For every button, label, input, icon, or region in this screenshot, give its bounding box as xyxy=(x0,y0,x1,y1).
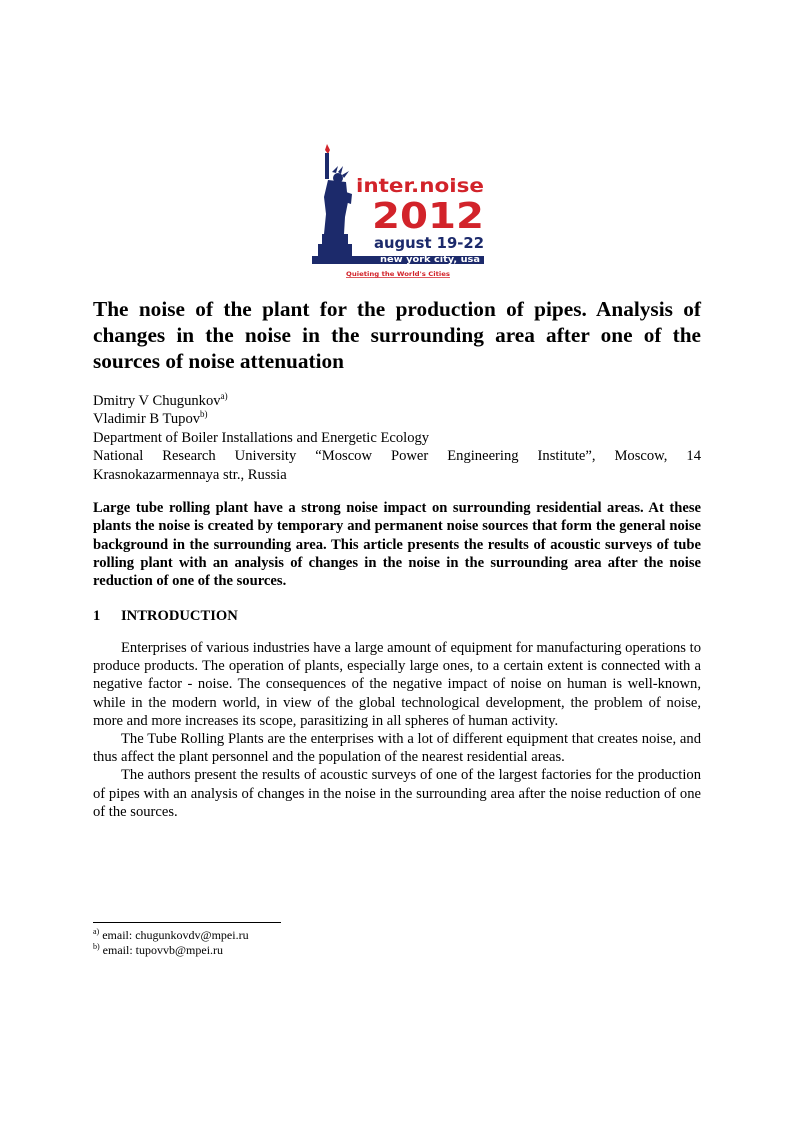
paper-title: The noise of the plant for the production of pipes. Analysis of changes in the noise in the surrounding area after one of the sources of noise attenuation xyxy=(93,297,701,373)
author-footnote-mark: a) xyxy=(220,391,228,401)
footnote-mark: a) xyxy=(93,927,100,936)
logo-tagline: Quieting the World's Cities xyxy=(346,270,451,278)
logo-location: new york city, usa xyxy=(380,255,480,265)
footnote-email[interactable]: email: chugunkovdv@mpei.ru xyxy=(102,928,249,942)
author-line xyxy=(93,392,701,410)
section-number: 1 xyxy=(93,608,101,624)
author-block xyxy=(93,392,701,484)
logo-dates: august 19-22 xyxy=(374,234,484,252)
section-heading xyxy=(93,607,701,625)
author-line xyxy=(93,410,701,428)
footnote-divider xyxy=(93,922,281,923)
body-paragraph: Enterprises of various industries have a large amount of equipment for manufacturing operations to produce products. The operation of plants, especially large ones, to a certain extent is connected with a negative factor - noise. The consequences of the negative impact of noise on human is well-known, while in the modern world, in view of the global technological development, the problem of noise, more and more increases its scope, parasitizing in all spheres of human activity. xyxy=(93,640,701,729)
logo-year: 2012 xyxy=(372,196,484,237)
abstract: Large tube rolling plant have a strong noise impact on surrounding residential areas. At these plants the noise is created by temporary and permanent noise sources that form the general noise background in the surrounding area. This article presents the results of acoustic surveys of tube rolling plant with an analysis of changes in the noise in the surrounding area after the noise reduction of one of the sources. xyxy=(93,500,701,590)
footnote-email[interactable]: email: tupovvb@mpei.ru xyxy=(102,943,224,957)
body-paragraph: The authors present the results of acoustic surveys of one of the largest factories for the production of pipes with an analysis of changes in the noise in the surrounding area after the noise reduction of one of the sources. xyxy=(93,767,701,820)
affiliation-institution: National Research University “Moscow Power Engineering Institute”, Moscow, 14 Krasnokazarmennaya str., Russia xyxy=(93,448,701,483)
footnote xyxy=(93,943,701,958)
body-paragraph: The Tube Rolling Plants are the enterprises with a lot of different equipment that creates noise, and thus affect the plant personnel and the population of the nearest residential areas. xyxy=(93,731,701,766)
footnote xyxy=(93,928,701,943)
author-name: Vladimir B Tupov xyxy=(93,411,201,428)
author-footnote-mark: b) xyxy=(200,409,208,420)
footnotes xyxy=(93,928,701,958)
logo-name: inter.noise xyxy=(356,175,484,197)
footnote-mark: b) xyxy=(93,942,100,951)
section-body xyxy=(93,639,701,821)
author-name: Dmitry V Chugunkov xyxy=(93,393,221,409)
section-title: INTRODUCTION xyxy=(121,608,238,624)
affiliation-department: Department of Boiler Installations and Energetic Ecology xyxy=(93,429,430,446)
conference-logo xyxy=(310,142,490,278)
